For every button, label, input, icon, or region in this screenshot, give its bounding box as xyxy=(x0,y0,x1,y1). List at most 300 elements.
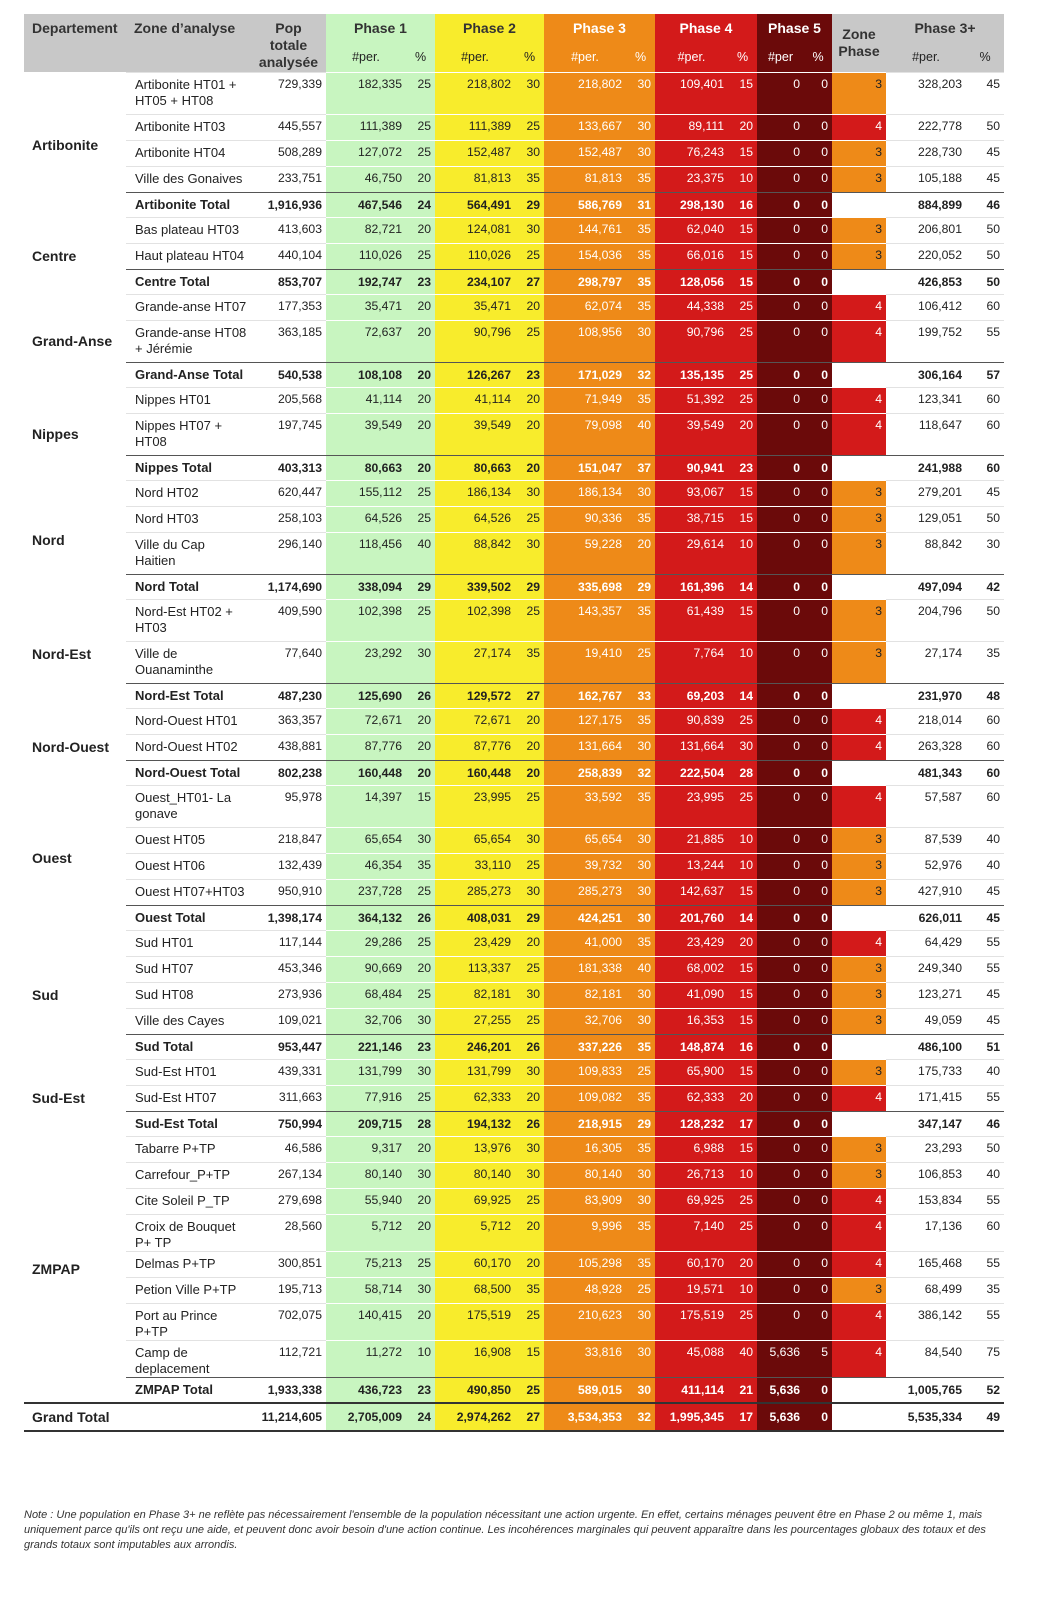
cell-p1: 2,705,009 xyxy=(326,1403,406,1431)
cell-p4: 142,637 xyxy=(655,880,728,906)
cell-p4: 131,664 xyxy=(655,735,728,761)
cell-p4p: 16 xyxy=(728,1035,757,1060)
cell-pop: 1,916,936 xyxy=(251,193,326,218)
cell-p5p: 0 xyxy=(804,115,832,141)
cell-pop: 112,721 xyxy=(251,1341,326,1378)
table-row xyxy=(24,828,1004,854)
cell-p1: 160,448 xyxy=(326,761,406,786)
cell-zone-phase: 4 xyxy=(832,115,886,141)
cell-p5: 0 xyxy=(757,321,804,363)
cell-p5: 0 xyxy=(757,1278,804,1304)
department-total-row xyxy=(24,1378,1004,1403)
cell-p5p: 0 xyxy=(804,786,832,828)
cell-pop: 409,590 xyxy=(251,600,326,642)
cell-p3p: 30 xyxy=(626,880,655,906)
table-row xyxy=(24,167,1004,193)
cell-p1p: 20 xyxy=(406,295,435,321)
cell-p1p: 20 xyxy=(406,1304,435,1341)
cell-p1: 436,723 xyxy=(326,1378,406,1403)
cell-p1p: 28 xyxy=(406,1112,435,1137)
cell-p1p: 25 xyxy=(406,115,435,141)
cell-p3p: 35 xyxy=(626,1215,655,1252)
cell-p5p: 0 xyxy=(804,533,832,575)
cell-p3plus: 427,910 xyxy=(886,880,966,906)
cell-p5: 0 xyxy=(757,193,804,218)
cell-p4: 45,088 xyxy=(655,1341,728,1378)
total-label: Centre Total xyxy=(126,270,251,295)
table-row xyxy=(24,1252,1004,1278)
zone-name: Ville du Cap Haitien xyxy=(126,533,251,575)
cell-p3: 109,082 xyxy=(544,1086,626,1112)
cell-p2: 13,976 xyxy=(435,1137,515,1163)
total-label: Nord Total xyxy=(126,575,251,600)
cell-p1: 64,526 xyxy=(326,507,406,533)
cell-p4: 411,114 xyxy=(655,1378,728,1403)
zone-name: Ouest_HT01- La gonave xyxy=(126,786,251,828)
department-total-row xyxy=(24,193,1004,218)
table-body xyxy=(24,73,1004,1431)
cell-p2p: 25 xyxy=(515,507,544,533)
cell-p3plusp: 46 xyxy=(966,193,1004,218)
cell-p3p: 35 xyxy=(626,218,655,244)
cell-p2: 64,526 xyxy=(435,507,515,533)
cell-p1: 127,072 xyxy=(326,141,406,167)
cell-pop: 729,339 xyxy=(251,73,326,115)
cell-p3p: 30 xyxy=(626,1163,655,1189)
table-row xyxy=(24,735,1004,761)
cell-p5p: 0 xyxy=(804,1112,832,1137)
cell-p3plus: 17,136 xyxy=(886,1215,966,1252)
cell-zone-phase: 4 xyxy=(832,321,886,363)
cell-p2: 339,502 xyxy=(435,575,515,600)
cell-p3p: 31 xyxy=(626,193,655,218)
cell-zone-phase: 4 xyxy=(832,786,886,828)
cell-p1: 82,721 xyxy=(326,218,406,244)
cell-p5: 0 xyxy=(757,1252,804,1278)
cell-zone-phase xyxy=(832,363,886,388)
cell-p4: 1,995,345 xyxy=(655,1403,728,1431)
cell-zone-phase: 3 xyxy=(832,1278,886,1304)
cell-p1p: 35 xyxy=(406,854,435,880)
cell-p3plus: 222,778 xyxy=(886,115,966,141)
zone-name: Artibonite HT04 xyxy=(126,141,251,167)
cell-p3plusp: 60 xyxy=(966,414,1004,456)
cell-p3plus: 626,011 xyxy=(886,906,966,931)
total-label: Ouest Total xyxy=(126,906,251,931)
cell-p2p: 30 xyxy=(515,1163,544,1189)
cell-p1: 46,750 xyxy=(326,167,406,193)
cell-p3plus: 328,203 xyxy=(886,73,966,115)
cell-p1p: 20 xyxy=(406,1189,435,1215)
cell-p3plusp: 50 xyxy=(966,600,1004,642)
cell-p5: 5,636 xyxy=(757,1378,804,1403)
cell-pop: 1,933,338 xyxy=(251,1378,326,1403)
department-name: Nord-Ouest xyxy=(24,709,126,786)
cell-p2: 408,031 xyxy=(435,906,515,931)
header-zone: Zone d’analyse xyxy=(126,14,251,73)
cell-p3plus: 228,730 xyxy=(886,141,966,167)
cell-p5p: 0 xyxy=(804,854,832,880)
cell-p2: 564,491 xyxy=(435,193,515,218)
cell-zone-phase: 3 xyxy=(832,983,886,1009)
cell-p1: 72,637 xyxy=(326,321,406,363)
cell-p5p: 0 xyxy=(804,1215,832,1252)
cell-pop: 440,104 xyxy=(251,244,326,270)
cell-p3p: 35 xyxy=(626,1086,655,1112)
cell-p5p: 0 xyxy=(804,1009,832,1035)
cell-p4: 62,333 xyxy=(655,1086,728,1112)
cell-p3plus: 153,834 xyxy=(886,1189,966,1215)
cell-p5p: 0 xyxy=(804,167,832,193)
cell-p3plusp: 40 xyxy=(966,828,1004,854)
cell-p2: 2,974,262 xyxy=(435,1403,515,1431)
cell-p2p: 35 xyxy=(515,642,544,684)
cell-p3plus: 426,853 xyxy=(886,270,966,295)
table-row xyxy=(24,931,1004,957)
cell-p5: 0 xyxy=(757,115,804,141)
cell-p3: 181,338 xyxy=(544,957,626,983)
cell-p3: 19,410 xyxy=(544,642,626,684)
cell-zone-phase: 3 xyxy=(832,854,886,880)
cell-zone-phase: 3 xyxy=(832,828,886,854)
cell-p3plus: 106,412 xyxy=(886,295,966,321)
cell-zone-phase xyxy=(832,1035,886,1060)
cell-p2p: 20 xyxy=(515,1252,544,1278)
cell-p4p: 25 xyxy=(728,1189,757,1215)
cell-p5p: 0 xyxy=(804,244,832,270)
cell-zone-phase: 3 xyxy=(832,880,886,906)
zone-name: Sud-Est HT07 xyxy=(126,1086,251,1112)
cell-p2: 60,170 xyxy=(435,1252,515,1278)
cell-p3p: 37 xyxy=(626,456,655,481)
cell-pop: 296,140 xyxy=(251,533,326,575)
cell-p4: 62,040 xyxy=(655,218,728,244)
cell-p3plus: 263,328 xyxy=(886,735,966,761)
cell-p3p: 35 xyxy=(626,1137,655,1163)
cell-p5: 0 xyxy=(757,880,804,906)
cell-p4p: 15 xyxy=(728,218,757,244)
zone-name: Grande-anse HT07 xyxy=(126,295,251,321)
subheader-per: #per xyxy=(757,42,804,73)
cell-p5p: 0 xyxy=(804,141,832,167)
zone-name: Nord-Ouest HT01 xyxy=(126,709,251,735)
cell-p5: 0 xyxy=(757,1112,804,1137)
cell-p2: 27,255 xyxy=(435,1009,515,1035)
cell-p1: 364,132 xyxy=(326,906,406,931)
cell-p3: 285,273 xyxy=(544,880,626,906)
zone-name: Nord HT02 xyxy=(126,481,251,507)
cell-p1: 338,094 xyxy=(326,575,406,600)
cell-p4: 44,338 xyxy=(655,295,728,321)
cell-p3plus: 87,539 xyxy=(886,828,966,854)
cell-pop: 300,851 xyxy=(251,1252,326,1278)
cell-p3p: 35 xyxy=(626,167,655,193)
cell-zone-phase: 3 xyxy=(832,218,886,244)
cell-p3plus: 481,343 xyxy=(886,761,966,786)
cell-p2p: 26 xyxy=(515,1035,544,1060)
cell-p3p: 35 xyxy=(626,507,655,533)
department-name: Nippes xyxy=(24,388,126,481)
cell-p3: 127,175 xyxy=(544,709,626,735)
cell-p3plus: 49,059 xyxy=(886,1009,966,1035)
grand-total-row xyxy=(24,1403,1004,1431)
cell-p3plusp: 55 xyxy=(966,1252,1004,1278)
cell-p2: 16,908 xyxy=(435,1341,515,1378)
cell-p4: 89,111 xyxy=(655,115,728,141)
zone-name: Nord-Est HT02 + HT03 xyxy=(126,600,251,642)
cell-p3: 589,015 xyxy=(544,1378,626,1403)
cell-p3: 32,706 xyxy=(544,1009,626,1035)
cell-p1p: 23 xyxy=(406,270,435,295)
cell-p2p: 27 xyxy=(515,270,544,295)
table-row xyxy=(24,1009,1004,1035)
cell-zone-phase: 4 xyxy=(832,388,886,414)
cell-p2: 69,925 xyxy=(435,1189,515,1215)
cell-p4: 65,900 xyxy=(655,1060,728,1086)
cell-p3plus: 884,899 xyxy=(886,193,966,218)
cell-p2p: 30 xyxy=(515,1060,544,1086)
cell-p4p: 15 xyxy=(728,73,757,115)
table-row xyxy=(24,642,1004,684)
zone-name: Bas plateau HT03 xyxy=(126,218,251,244)
cell-p1: 192,747 xyxy=(326,270,406,295)
zone-name: Port au Prince P+TP xyxy=(126,1304,251,1341)
cell-p4p: 40 xyxy=(728,1341,757,1378)
cell-p3p: 33 xyxy=(626,684,655,709)
table-row xyxy=(24,1086,1004,1112)
cell-p4p: 20 xyxy=(728,1086,757,1112)
cell-zone-phase: 4 xyxy=(832,931,886,957)
cell-p3plusp: 35 xyxy=(966,1278,1004,1304)
cell-p5p: 0 xyxy=(804,735,832,761)
cell-p1: 221,146 xyxy=(326,1035,406,1060)
cell-p5p: 0 xyxy=(804,1378,832,1403)
zone-name: Nord-Ouest HT02 xyxy=(126,735,251,761)
cell-p5: 5,636 xyxy=(757,1341,804,1378)
cell-p5p: 0 xyxy=(804,1403,832,1431)
zone-name: Artibonite HT03 xyxy=(126,115,251,141)
cell-p1: 29,286 xyxy=(326,931,406,957)
cell-p3: 80,140 xyxy=(544,1163,626,1189)
zone-name: Nippes HT07 + HT08 xyxy=(126,414,251,456)
cell-p5p: 0 xyxy=(804,1189,832,1215)
cell-p4p: 10 xyxy=(728,1163,757,1189)
cell-p3plusp: 48 xyxy=(966,684,1004,709)
cell-p4: 90,796 xyxy=(655,321,728,363)
cell-pop: 258,103 xyxy=(251,507,326,533)
cell-pop: 702,075 xyxy=(251,1304,326,1341)
cell-p3plus: 106,853 xyxy=(886,1163,966,1189)
cell-p5: 0 xyxy=(757,414,804,456)
cell-p3plus: 68,499 xyxy=(886,1278,966,1304)
cell-p3plus: 175,733 xyxy=(886,1060,966,1086)
cell-zone-phase: 3 xyxy=(832,957,886,983)
cell-p1p: 25 xyxy=(406,481,435,507)
cell-p3: 79,098 xyxy=(544,414,626,456)
cell-p2: 81,813 xyxy=(435,167,515,193)
cell-p4p: 28 xyxy=(728,761,757,786)
total-label: Nord-Est Total xyxy=(126,684,251,709)
cell-pop: 950,910 xyxy=(251,880,326,906)
cell-p1p: 23 xyxy=(406,1035,435,1060)
cell-p4p: 15 xyxy=(728,600,757,642)
cell-p3plusp: 45 xyxy=(966,1009,1004,1035)
cell-p2p: 30 xyxy=(515,983,544,1009)
cell-p3plus: 171,415 xyxy=(886,1086,966,1112)
cell-p5: 0 xyxy=(757,507,804,533)
cell-p3plusp: 52 xyxy=(966,1378,1004,1403)
cell-pop: 363,357 xyxy=(251,709,326,735)
cell-p1p: 24 xyxy=(406,193,435,218)
cell-p3plus: 105,188 xyxy=(886,167,966,193)
cell-zone-phase: 3 xyxy=(832,507,886,533)
zone-name: Nord HT03 xyxy=(126,507,251,533)
cell-p4p: 15 xyxy=(728,507,757,533)
zone-name: Ouest HT05 xyxy=(126,828,251,854)
cell-p3plusp: 55 xyxy=(966,957,1004,983)
cell-p4p: 20 xyxy=(728,414,757,456)
cell-p5: 0 xyxy=(757,906,804,931)
cell-p2p: 30 xyxy=(515,73,544,115)
table-row xyxy=(24,709,1004,735)
cell-p1: 72,671 xyxy=(326,709,406,735)
cell-p5p: 0 xyxy=(804,906,832,931)
cell-p3p: 30 xyxy=(626,854,655,880)
cell-p4p: 15 xyxy=(728,880,757,906)
cell-pop: 197,745 xyxy=(251,414,326,456)
cell-pop: 117,144 xyxy=(251,931,326,957)
cell-p5: 0 xyxy=(757,167,804,193)
cell-p1p: 25 xyxy=(406,983,435,1009)
zone-name: Croix de Bouquet P+ TP xyxy=(126,1215,251,1252)
cell-p3: 71,949 xyxy=(544,388,626,414)
cell-p1: 108,108 xyxy=(326,363,406,388)
cell-p2p: 20 xyxy=(515,1086,544,1112)
cell-p3p: 29 xyxy=(626,1112,655,1137)
header-phase5: Phase 5 xyxy=(757,14,832,42)
cell-zone-phase xyxy=(832,684,886,709)
cell-p2: 27,174 xyxy=(435,642,515,684)
cell-p4: 23,995 xyxy=(655,786,728,828)
cell-p1: 65,654 xyxy=(326,828,406,854)
cell-pop: 233,751 xyxy=(251,167,326,193)
cell-p4p: 25 xyxy=(728,295,757,321)
cell-p1: 80,140 xyxy=(326,1163,406,1189)
table-row xyxy=(24,957,1004,983)
cell-p3plus: 23,293 xyxy=(886,1137,966,1163)
zone-name: Sud HT07 xyxy=(126,957,251,983)
cell-p2p: 25 xyxy=(515,1304,544,1341)
cell-p3plusp: 50 xyxy=(966,218,1004,244)
cell-p4: 26,713 xyxy=(655,1163,728,1189)
total-label: Sud Total xyxy=(126,1035,251,1060)
cell-p2: 65,654 xyxy=(435,828,515,854)
cell-p3p: 30 xyxy=(626,141,655,167)
cell-p3p: 32 xyxy=(626,1403,655,1431)
cell-p3p: 30 xyxy=(626,906,655,931)
cell-p5p: 0 xyxy=(804,1060,832,1086)
cell-p5p: 0 xyxy=(804,761,832,786)
subheader-per: #per. xyxy=(655,42,728,73)
cell-p5: 0 xyxy=(757,295,804,321)
cell-p5: 0 xyxy=(757,218,804,244)
cell-p3: 133,667 xyxy=(544,115,626,141)
cell-p1p: 20 xyxy=(406,388,435,414)
phase-table-wrapper xyxy=(24,14,1004,1432)
cell-p2: 35,471 xyxy=(435,295,515,321)
cell-p2p: 29 xyxy=(515,906,544,931)
cell-p2p: 30 xyxy=(515,533,544,575)
zone-name: Nippes HT01 xyxy=(126,388,251,414)
cell-p4p: 10 xyxy=(728,533,757,575)
cell-pop: 439,331 xyxy=(251,1060,326,1086)
cell-p2p: 29 xyxy=(515,193,544,218)
cell-p5: 0 xyxy=(757,931,804,957)
cell-zone-phase: 3 xyxy=(832,642,886,684)
subheader-pct: % xyxy=(406,42,435,73)
cell-p3plus: 118,647 xyxy=(886,414,966,456)
cell-pop: 28,560 xyxy=(251,1215,326,1252)
total-label: ZMPAP Total xyxy=(126,1378,251,1403)
department-name: Nord-Est xyxy=(24,600,126,709)
cell-p2p: 20 xyxy=(515,761,544,786)
cell-p1p: 25 xyxy=(406,931,435,957)
cell-p5: 0 xyxy=(757,957,804,983)
cell-p3p: 30 xyxy=(626,481,655,507)
cell-p2: 68,500 xyxy=(435,1278,515,1304)
cell-p4p: 23 xyxy=(728,456,757,481)
cell-p3: 131,664 xyxy=(544,735,626,761)
cell-pop: 363,185 xyxy=(251,321,326,363)
cell-p5: 0 xyxy=(757,1086,804,1112)
cell-p2p: 35 xyxy=(515,167,544,193)
cell-pop: 46,586 xyxy=(251,1137,326,1163)
cell-p3p: 35 xyxy=(626,931,655,957)
cell-p4: 90,941 xyxy=(655,456,728,481)
cell-p3: 48,928 xyxy=(544,1278,626,1304)
cell-p3: 62,074 xyxy=(544,295,626,321)
cell-p4: 51,392 xyxy=(655,388,728,414)
cell-p1: 14,397 xyxy=(326,786,406,828)
cell-p2p: 27 xyxy=(515,684,544,709)
cell-p1: 5,712 xyxy=(326,1215,406,1252)
table-row xyxy=(24,388,1004,414)
cell-p3: 424,251 xyxy=(544,906,626,931)
cell-p3plusp: 55 xyxy=(966,1304,1004,1341)
cell-p5: 0 xyxy=(757,481,804,507)
cell-p4p: 15 xyxy=(728,983,757,1009)
cell-p4p: 14 xyxy=(728,906,757,931)
cell-p3plusp: 40 xyxy=(966,854,1004,880)
cell-p5: 0 xyxy=(757,244,804,270)
cell-p3plus: 123,341 xyxy=(886,388,966,414)
cell-p3: 33,592 xyxy=(544,786,626,828)
cell-p3plus: 249,340 xyxy=(886,957,966,983)
cell-pop: 540,538 xyxy=(251,363,326,388)
table-row xyxy=(24,481,1004,507)
cell-p4p: 25 xyxy=(728,363,757,388)
cell-p4p: 20 xyxy=(728,931,757,957)
header-phase1: Phase 1 xyxy=(326,14,435,42)
cell-p1p: 26 xyxy=(406,906,435,931)
cell-p2: 80,663 xyxy=(435,456,515,481)
cell-p3plus: 84,540 xyxy=(886,1341,966,1378)
department-total-row xyxy=(24,761,1004,786)
cell-p5: 0 xyxy=(757,1304,804,1341)
cell-p2: 186,134 xyxy=(435,481,515,507)
cell-pop: 11,214,605 xyxy=(251,1403,326,1431)
table-row xyxy=(24,1278,1004,1304)
